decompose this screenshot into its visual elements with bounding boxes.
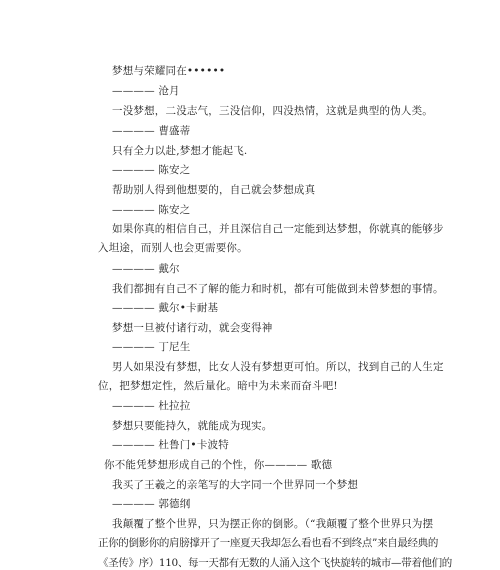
- text-line: 男人如果没有梦想，比女人没有梦想更可怕。所以，找到自己的人生定: [112, 361, 444, 373]
- author-line: ———— 陈安之: [112, 204, 191, 216]
- text-line: 只有全力以赴,梦想才能起飞.: [112, 145, 248, 157]
- text-line: 我买了王羲之的亲笔写的大字同一个世界同一个梦想: [112, 479, 359, 491]
- text-line: 梦想一旦被付诸行动，就会变得神: [112, 322, 273, 334]
- text-line: 一没梦想，二没志气，三没信仰，四没热情，这就是典型的伪人类。: [112, 105, 433, 117]
- author-line: ———— 陈安之: [112, 164, 191, 176]
- author-line: ———— 沧月: [112, 85, 180, 97]
- text-line: 我颠覆了整个世界，只为摆正你的倒影。（“我颠覆了整个世界只为摆: [112, 518, 434, 530]
- text-line: 正你的倒影你的肩膀撑开了一座夏天我却怎么看也看不到终点”来自最经典的: [98, 537, 438, 549]
- text-line: 如果你真的相信自己，并且深信自己一定能到达梦想，你就真的能够步: [112, 223, 444, 235]
- text-line: 《圣传》序）110、每一天都有无数的人涌入这个飞快旋转的城市—带着他们的: [98, 557, 452, 569]
- author-line: ———— 郭德纲: [112, 498, 191, 510]
- author-line: ———— 丁尼生: [112, 341, 191, 353]
- text-line: 你不能凭梦想形成自己的个性，你———— 歌德: [104, 459, 333, 471]
- author-line: ———— 戴尔: [112, 263, 180, 275]
- author-line: ———— 曹盛蒂: [112, 125, 191, 137]
- text-line: 帮助别人得到他想要的，自己就会梦想成真: [112, 184, 316, 196]
- author-line: ———— 戴尔•卡耐基: [112, 302, 219, 314]
- text-line: 梦想与荣耀同在••••••: [112, 65, 226, 77]
- author-line: ———— 杜鲁门•卡波特: [112, 439, 229, 451]
- author-line: ———— 杜拉拉: [112, 400, 191, 412]
- text-line: 位，把梦想定性，然后量化。暗中为未来而奋斗吧!: [98, 380, 338, 392]
- text-line: 梦想只要能持久，就能成为现实。: [112, 420, 273, 432]
- text-line: 我们都拥有自己不了解的能力和时机，都有可能做到未曾梦想的事情。: [112, 283, 444, 295]
- text-line: 入坦途，而别人也会更需要你。: [98, 242, 248, 254]
